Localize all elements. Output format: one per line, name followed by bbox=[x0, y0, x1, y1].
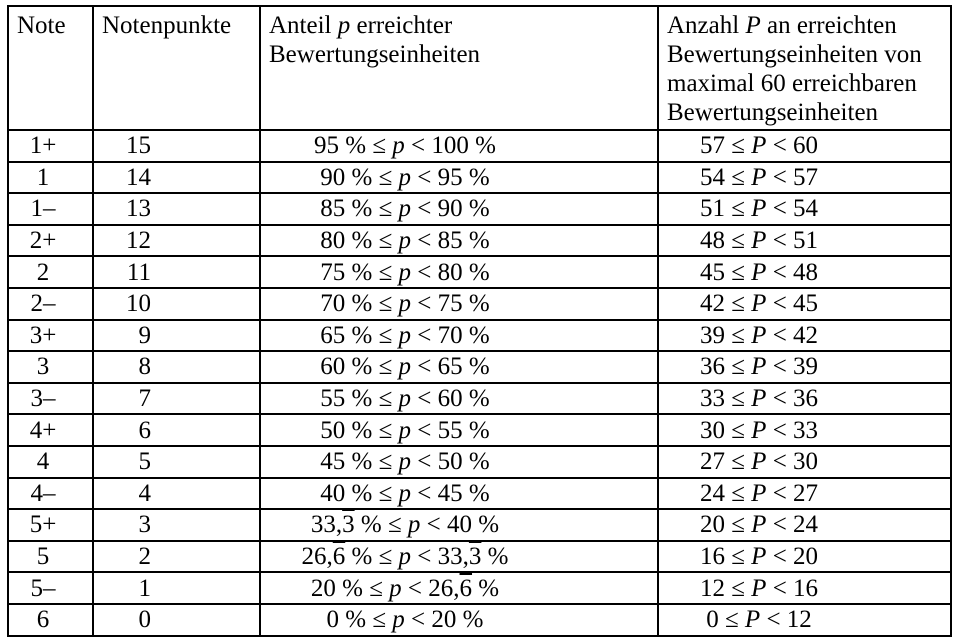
anteil-formula-post: < 50 % bbox=[411, 448, 490, 476]
anteil-cell bbox=[260, 572, 658, 604]
anteil-formula-post: < 95 % bbox=[411, 163, 490, 191]
P-variable: P bbox=[751, 132, 767, 160]
notenpunkte-cell: 6 bbox=[93, 414, 260, 446]
anzahl-header-post: an erreichten Bewertungseinheiten von maximal 60 erreichbaren Bewertungseinheiten bbox=[667, 12, 922, 126]
anteil-cell bbox=[260, 320, 658, 352]
anteil-formula-post: < 100 % bbox=[404, 132, 496, 160]
notenpunkte-cell: 14 bbox=[93, 162, 260, 194]
anteil-formula-post: < 90 % bbox=[411, 195, 490, 223]
P-variable: P bbox=[751, 195, 767, 223]
anzahl-cell bbox=[658, 541, 951, 573]
anzahl-formula-post: < 51 bbox=[766, 227, 819, 255]
anteil-formula-post: < 45 % bbox=[411, 479, 490, 507]
anteil-cell bbox=[260, 604, 658, 636]
anzahl-formula-post: < 24 bbox=[766, 511, 819, 539]
grading-table bbox=[7, 5, 952, 637]
anzahl-cell bbox=[658, 351, 951, 383]
anzahl-cell bbox=[658, 225, 951, 257]
anzahl-formula-post: < 45 bbox=[766, 290, 819, 318]
anteil-cell bbox=[260, 193, 658, 225]
P-variable: P bbox=[751, 511, 767, 539]
P-variable: P bbox=[751, 163, 767, 191]
notenpunkte-cell: 13 bbox=[93, 193, 260, 225]
anzahl-formula-post: < 42 bbox=[766, 321, 819, 349]
note-cell: 3– bbox=[8, 383, 93, 415]
note-cell: 2 bbox=[8, 256, 93, 288]
anzahl-cell bbox=[658, 446, 951, 478]
note-cell: 1+ bbox=[8, 130, 93, 162]
table-row bbox=[8, 162, 951, 194]
table-row bbox=[8, 478, 951, 510]
anzahl-formula-pre: 16 ≤ bbox=[699, 543, 752, 571]
p-variable: p bbox=[392, 132, 405, 160]
notenpunkte-cell: 0 bbox=[93, 604, 260, 636]
notenpunkte-cell: 10 bbox=[93, 288, 260, 320]
notenpunkte-cell: 12 bbox=[93, 225, 260, 257]
anteil-formula-post: < 60 % bbox=[411, 385, 490, 413]
anzahl-cell bbox=[658, 604, 951, 636]
anteil-formula-post: < 20 % bbox=[404, 606, 484, 634]
p-variable: p bbox=[398, 479, 412, 507]
anzahl-P-variable: P bbox=[745, 12, 761, 39]
note-cell: 1– bbox=[8, 193, 93, 225]
P-variable: P bbox=[751, 227, 767, 255]
anzahl-formula-pre: 54 ≤ bbox=[699, 163, 752, 191]
anzahl-formula-pre: 20 ≤ bbox=[699, 511, 752, 539]
note-cell: 3+ bbox=[8, 320, 93, 352]
anteil-cell bbox=[260, 414, 658, 446]
table-row bbox=[8, 288, 951, 320]
anzahl-formula-pre: 51 ≤ bbox=[699, 195, 752, 223]
anteil-formula-post: < 40 % bbox=[420, 511, 500, 539]
anzahl-formula-pre: 27 ≤ bbox=[699, 448, 752, 476]
notenpunkte-cell: 2 bbox=[93, 541, 260, 573]
anteil-header-pre: Anteil bbox=[269, 12, 338, 39]
notenpunkte-cell: 11 bbox=[93, 256, 260, 288]
anzahl-cell bbox=[658, 256, 951, 288]
P-variable: P bbox=[751, 290, 767, 318]
notenpunkte-cell: 1 bbox=[93, 572, 260, 604]
anzahl-formula-post: < 30 bbox=[766, 448, 819, 476]
anteil-cell bbox=[260, 383, 658, 415]
anteil-formula-pre: 26,6 % ≤ bbox=[301, 543, 399, 571]
note-cell: 6 bbox=[8, 604, 93, 636]
anzahl-formula-pre: 42 ≤ bbox=[699, 290, 752, 318]
anteil-formula-pre: 20 % ≤ bbox=[310, 574, 390, 602]
anzahl-cell bbox=[658, 130, 951, 162]
anzahl-formula-pre: 57 ≤ bbox=[699, 132, 752, 160]
notenpunkte-cell: 3 bbox=[93, 509, 260, 541]
header-row bbox=[8, 6, 951, 130]
P-variable: P bbox=[751, 479, 767, 507]
anteil-formula-pre: 50 % ≤ bbox=[320, 416, 399, 444]
notenpunkte-cell: 4 bbox=[93, 478, 260, 510]
table-row bbox=[8, 541, 951, 573]
anteil-cell bbox=[260, 256, 658, 288]
P-variable: P bbox=[744, 606, 761, 634]
p-variable: p bbox=[392, 606, 405, 634]
anzahl-cell bbox=[658, 193, 951, 225]
anzahl-cell bbox=[658, 478, 951, 510]
p-variable: p bbox=[398, 543, 412, 571]
P-variable: P bbox=[751, 543, 767, 571]
anteil-formula-pre: 85 % ≤ bbox=[320, 195, 399, 223]
table-row bbox=[8, 509, 951, 541]
anzahl-cell bbox=[658, 509, 951, 541]
P-variable: P bbox=[751, 416, 767, 444]
anzahl-formula-pre: 36 ≤ bbox=[699, 353, 752, 381]
anteil-cell bbox=[260, 446, 658, 478]
anzahl-formula-post: < 39 bbox=[766, 353, 819, 381]
col-header-anteil bbox=[260, 6, 658, 130]
col-header-note: Note bbox=[8, 6, 93, 130]
anzahl-formula-pre: 0 ≤ bbox=[706, 606, 745, 634]
anteil-formula-pre: 75 % ≤ bbox=[320, 258, 399, 286]
anzahl-formula-post: < 36 bbox=[766, 385, 819, 413]
p-variable: p bbox=[398, 195, 412, 223]
anteil-formula-pre: 80 % ≤ bbox=[320, 227, 399, 255]
table-row bbox=[8, 446, 951, 478]
p-variable: p bbox=[398, 258, 412, 286]
anzahl-formula-post: < 57 bbox=[766, 163, 819, 191]
anteil-formula-post: < 70 % bbox=[411, 321, 490, 349]
P-variable: P bbox=[751, 574, 767, 602]
notenpunkte-cell: 15 bbox=[93, 130, 260, 162]
anteil-cell bbox=[260, 351, 658, 383]
anzahl-cell bbox=[658, 383, 951, 415]
notenpunkte-cell: 5 bbox=[93, 446, 260, 478]
anteil-cell bbox=[260, 162, 658, 194]
col-header-anzahl bbox=[658, 6, 951, 130]
anteil-formula-post: < 75 % bbox=[411, 290, 490, 318]
anteil-formula-post: < 80 % bbox=[411, 258, 490, 286]
anteil-cell bbox=[260, 509, 658, 541]
anteil-formula-pre: 90 % ≤ bbox=[320, 163, 399, 191]
anzahl-formula-pre: 30 ≤ bbox=[699, 416, 752, 444]
anteil-cell bbox=[260, 130, 658, 162]
table-row bbox=[8, 130, 951, 162]
col-header-notenpunkte: Notenpunkte bbox=[93, 6, 260, 130]
anzahl-cell bbox=[658, 414, 951, 446]
anzahl-formula-pre: 12 ≤ bbox=[699, 574, 752, 602]
anteil-formula-pre: 45 % ≤ bbox=[320, 448, 399, 476]
table-row bbox=[8, 225, 951, 257]
anzahl-formula-pre: 33 ≤ bbox=[699, 385, 752, 413]
anzahl-cell bbox=[658, 162, 951, 194]
anzahl-cell bbox=[658, 288, 951, 320]
anzahl-formula-post: < 20 bbox=[766, 543, 819, 571]
anzahl-formula-pre: 45 ≤ bbox=[699, 258, 752, 286]
anteil-formula-pre: 33,3 % ≤ bbox=[310, 511, 408, 539]
anzahl-formula-post: < 16 bbox=[766, 574, 819, 602]
anzahl-formula-post: < 54 bbox=[766, 195, 819, 223]
anteil-formula-pre: 95 % ≤ bbox=[314, 132, 393, 160]
anzahl-formula-post: < 12 bbox=[760, 606, 812, 634]
anteil-cell bbox=[260, 225, 658, 257]
p-variable: p bbox=[398, 163, 412, 191]
anteil-formula-pre: 55 % ≤ bbox=[320, 385, 399, 413]
anzahl-formula-post: < 48 bbox=[766, 258, 819, 286]
table-row bbox=[8, 320, 951, 352]
anteil-cell bbox=[260, 478, 658, 510]
anzahl-cell bbox=[658, 320, 951, 352]
anzahl-header-pre: Anzahl bbox=[667, 12, 746, 39]
note-cell: 2+ bbox=[8, 225, 93, 257]
P-variable: P bbox=[751, 385, 767, 413]
note-cell: 1 bbox=[8, 162, 93, 194]
p-variable: p bbox=[398, 416, 412, 444]
anteil-formula-pre: 0 % ≤ bbox=[326, 606, 393, 634]
note-cell: 3 bbox=[8, 351, 93, 383]
p-variable: p bbox=[398, 290, 412, 318]
anteil-p-variable: p bbox=[337, 12, 351, 39]
notenpunkte-cell: 9 bbox=[93, 320, 260, 352]
note-cell: 4– bbox=[8, 478, 93, 510]
anzahl-formula-pre: 48 ≤ bbox=[699, 227, 752, 255]
table-body bbox=[8, 130, 951, 636]
anzahl-formula-post: < 33 bbox=[766, 416, 819, 444]
anteil-formula-pre: 65 % ≤ bbox=[320, 321, 399, 349]
anteil-formula-post: < 33,3 % bbox=[411, 543, 509, 571]
anteil-formula-pre: 70 % ≤ bbox=[320, 290, 399, 318]
P-variable: P bbox=[751, 448, 767, 476]
table-row bbox=[8, 572, 951, 604]
p-variable: p bbox=[398, 321, 412, 349]
anteil-formula-post: < 55 % bbox=[411, 416, 490, 444]
notenpunkte-cell: 8 bbox=[93, 351, 260, 383]
p-variable: p bbox=[398, 448, 412, 476]
P-variable: P bbox=[751, 321, 767, 349]
note-cell: 5+ bbox=[8, 509, 93, 541]
anzahl-cell bbox=[658, 572, 951, 604]
anteil-header-post: erreichter Bewertungseinheiten bbox=[269, 12, 481, 68]
note-cell: 2– bbox=[8, 288, 93, 320]
anzahl-formula-pre: 24 ≤ bbox=[699, 479, 752, 507]
p-variable: p bbox=[389, 574, 402, 602]
anteil-formula-pre: 60 % ≤ bbox=[320, 353, 399, 381]
table-row bbox=[8, 193, 951, 225]
note-cell: 4+ bbox=[8, 414, 93, 446]
note-cell: 5 bbox=[8, 541, 93, 573]
note-cell: 5– bbox=[8, 572, 93, 604]
anzahl-formula-post: < 27 bbox=[766, 479, 819, 507]
table-row bbox=[8, 383, 951, 415]
anteil-formula-pre: 40 % ≤ bbox=[320, 479, 399, 507]
anzahl-formula-pre: 39 ≤ bbox=[699, 321, 752, 349]
table-row bbox=[8, 414, 951, 446]
anteil-formula-post: < 85 % bbox=[411, 227, 490, 255]
table-row bbox=[8, 604, 951, 636]
notenpunkte-cell: 7 bbox=[93, 383, 260, 415]
anteil-cell bbox=[260, 288, 658, 320]
anteil-formula-post: < 26,6 % bbox=[401, 574, 500, 602]
anteil-formula-post: < 65 % bbox=[411, 353, 490, 381]
table-row bbox=[8, 256, 951, 288]
p-variable: p bbox=[398, 227, 412, 255]
p-variable: p bbox=[398, 353, 412, 381]
table-row bbox=[8, 351, 951, 383]
p-variable: p bbox=[407, 511, 421, 539]
note-cell: 4 bbox=[8, 446, 93, 478]
anteil-cell bbox=[260, 541, 658, 573]
P-variable: P bbox=[751, 258, 767, 286]
anzahl-formula-post: < 60 bbox=[766, 132, 819, 160]
p-variable: p bbox=[398, 385, 412, 413]
P-variable: P bbox=[751, 353, 767, 381]
